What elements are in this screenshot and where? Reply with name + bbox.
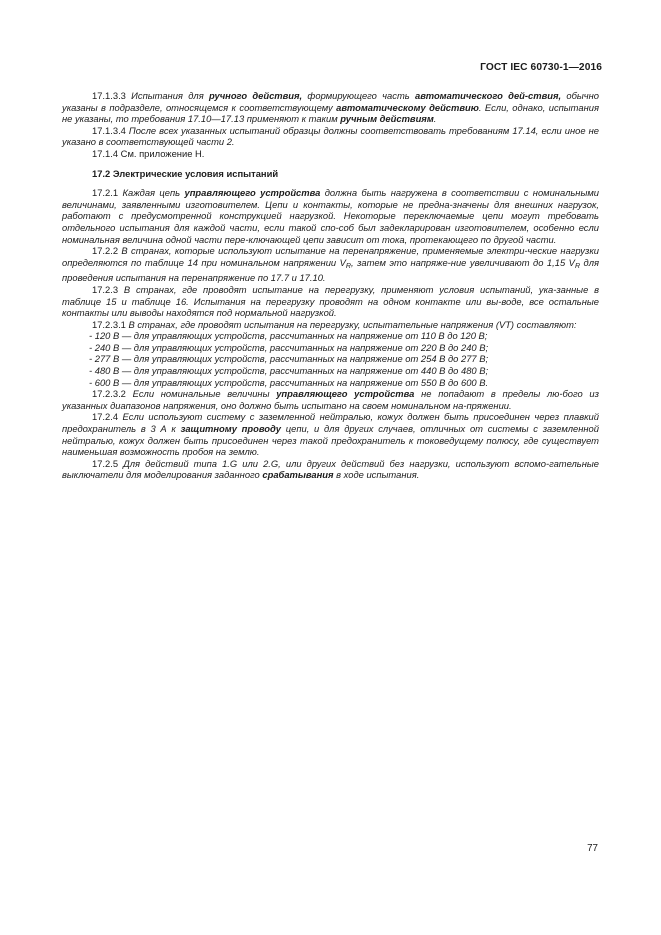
subscript: R <box>345 262 351 270</box>
term: автоматическому действию <box>336 101 479 113</box>
document-body <box>62 90 599 481</box>
term: срабатывания <box>262 469 334 481</box>
text: После всех указанных испытаний образцы должны соответствовать требованиям 17.14, если иное не указано в соответствующей части 2. <box>62 124 599 148</box>
text: должна быть нагружена в соответствии с номинальными величинами, заявленными изготовителем. Цепи и контакты, которые не предна-значены для внешних нагрузок, работают с предусмотренной конструкцией нагрузкой. Некоторые переключаемые цепи могут требовать отдельного испытания для каждой части, если такой спо-соб был задекларирован изготовителем, особенно если номинальная величина одной части пере-ключающей цепи зависит от тока, протекающего по другой части. <box>62 187 599 245</box>
text: Каждая цепь <box>118 187 185 199</box>
text: обычно указаны в подразделе, относящемся к соответствующему <box>62 90 599 113</box>
text: В странах, где проводят испытания на перегрузку, испытательные напряжения (VT) составляют: <box>125 318 577 330</box>
paragraph-17-2-3-2 <box>62 388 599 411</box>
text: формирующего часть <box>302 90 415 101</box>
paragraph-17-2-2 <box>62 245 599 284</box>
page-number: 77 <box>587 843 598 854</box>
term: автоматического дей-ствия, <box>414 90 562 101</box>
paragraph-17-2-3 <box>62 284 599 319</box>
paragraph-17-1-3-3 <box>62 90 599 125</box>
list-item: - 600 В — для управляющих устройств, рассчитанных на напряжение от 550 В до 600 В. <box>89 376 489 388</box>
text: В странах, которые используют испытание на перенапряжение, применяемые электри-ческие нагрузки определяются по таблице 14 при номинальном напряжении V <box>62 245 599 268</box>
list-item: - 240 В — для управляющих устройств, рассчитанных на напряжение от 220 В до 240 В; <box>89 341 489 353</box>
clause-number: 17.2.4 <box>92 411 119 423</box>
text: Если номинальные величины <box>125 388 277 400</box>
clause-number: 17.2.3.2 <box>92 388 126 400</box>
document-header: ГОСТ IEC 60730-1—2016 <box>480 62 602 73</box>
text: не попадают в пределы лю-бого из указанных диапазонов напряжения, оно должно быть испытано на своем номинальном на-пряжении. <box>62 388 599 411</box>
text: в ходе испытания. <box>333 469 420 481</box>
clause-number: 17.2.2 <box>92 245 119 257</box>
text: В странах, где проводят испытание на перегрузку, применяют условия испытаний, ука-занные в таблице 15 и таблице 16. Испытания на перегрузку проводят на одном контакте или вы-воде, все остальные контакты или выводы находятся под нормальной нагрузкой. <box>62 283 599 319</box>
paragraph-17-1-4: 17.1.4 См. приложение Н. <box>92 147 205 159</box>
clause-number: 17.1.3.4 <box>92 124 126 136</box>
paragraph-17-2-4 <box>62 411 599 457</box>
clause-number: 17.2.3 <box>92 283 119 295</box>
paragraph-17-2-1 <box>62 187 599 245</box>
voltage-list <box>62 330 599 388</box>
list-item: - 120 В — для управляющих устройств, рассчитанных на напряжение от 110 В до 120 В; <box>89 330 488 342</box>
term: управляющего устройства <box>276 388 415 400</box>
paragraph-17-2-5 <box>62 458 599 481</box>
term: управляющего устройства <box>184 187 321 199</box>
text: . <box>433 113 437 125</box>
clause-number: 17.2.3.1 <box>92 318 126 330</box>
term: защитному проводу <box>180 423 282 435</box>
clause-number: 17.2.5 <box>92 457 119 469</box>
text: Для действий типа 1.G или 2.G, или других действий без нагрузки, используют вспомо-гательные выключатели для моделирования заданного <box>62 457 599 481</box>
section-heading: 17.2 Электрические условия испытаний <box>92 167 279 179</box>
text: цепи, и для других случаев, отличных от системы с заземленной нейтралью, кожух должен быть присоединен через такой предохранитель к токоведущему полюсу, где существует наименьшая возможность пробоя на землю. <box>62 423 599 458</box>
list-item: - 277 В — для управляющих устройств, рассчитанных на напряжение от 254 В до 277 В; <box>89 353 489 365</box>
list-item: - 480 В — для управляющих устройств, рассчитанных на напряжение от 440 В до 480 В; <box>89 365 489 377</box>
subscript: R <box>574 262 580 270</box>
text: Если используют систему с заземленной нейтралью, кожух должен быть присоединен через плавкий предохранитель в 3 А к <box>62 411 599 435</box>
text: Испытания для <box>125 90 209 101</box>
paragraph-17-1-3-4 <box>62 125 599 148</box>
term: ручным действиям <box>340 113 434 125</box>
text: . Если, однако, испытания не указаны, то требования 17.10—17.13 применяют к таким <box>62 101 599 125</box>
text: , затем это напряже-ние увеличивают до 1,15 V <box>350 256 575 268</box>
term: ручного действия, <box>209 90 303 101</box>
clause-number: 17.1.3.3 <box>92 90 126 101</box>
clause-number: 17.2.1 <box>92 187 119 199</box>
text: для проведения испытания на перенапряжение по 17.7 и 17.10. <box>62 256 599 284</box>
paragraph-17-2-3-1 <box>62 319 599 331</box>
